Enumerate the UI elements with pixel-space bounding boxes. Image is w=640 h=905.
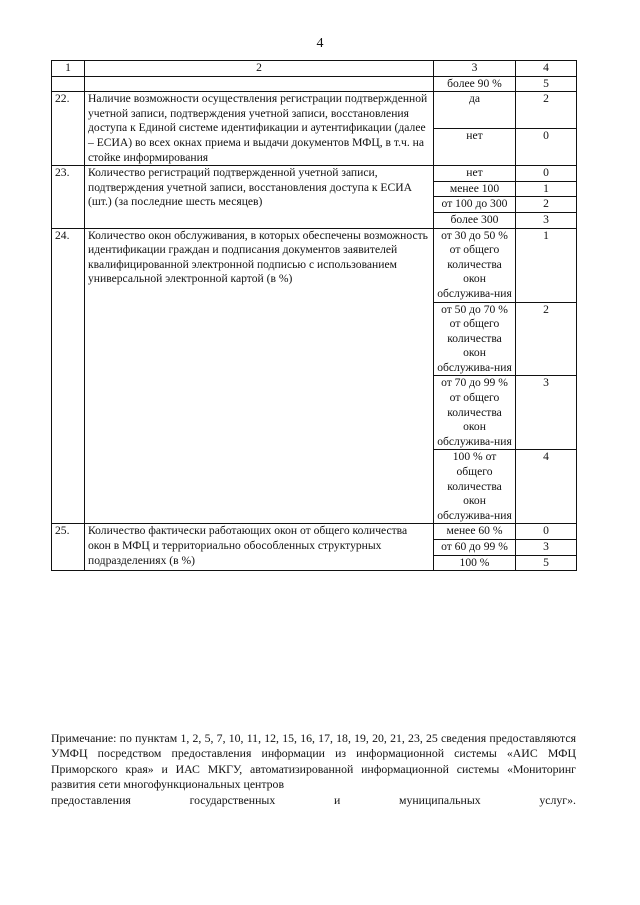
points-cell: 5	[516, 555, 577, 571]
option-cell: от 60 до 99 %	[434, 540, 516, 556]
option-cell: от 30 до 50 % от общего количества окон обслужива-ния	[434, 228, 516, 302]
header-row	[52, 61, 577, 77]
continuation-row	[52, 76, 577, 92]
table-body	[52, 76, 577, 571]
row-description: Количество регистраций подтвержденной учетной записи, подтверждения учетной записи, восстановления доступа к ЕСИА (шт.) (за последние шесть месяцев)	[85, 166, 434, 228]
points-cell: 4	[516, 450, 577, 524]
option-cell: нет	[434, 129, 516, 166]
option-cell: более 90 %	[434, 76, 516, 92]
row-number: 25.	[52, 524, 85, 571]
option-cell: 100 %	[434, 555, 516, 571]
points-cell: 2	[516, 92, 577, 129]
option-cell: 100 % от общего количества окон обслужива-ния	[434, 450, 516, 524]
header-col-1: 1	[52, 61, 85, 77]
criteria-table	[51, 60, 577, 571]
note-body: Примечание: по пунктам 1, 2, 5, 7, 10, 11, 12, 15, 16, 17, 18, 19, 20, 21, 23, 25 сведения предоставляются УМФЦ посредством предоставления информации из информационной системы «АИС МФЦ Приморского края» и ИАС МКГУ, автоматизированной информационной системы «Мониторинг развития сети многофункциональных центров	[51, 731, 576, 792]
points-cell: 0	[516, 129, 577, 166]
points-cell: 5	[516, 76, 577, 92]
points-cell: 2	[516, 302, 577, 376]
points-cell: 2	[516, 197, 577, 213]
option-cell: нет	[434, 166, 516, 182]
row-number: 23.	[52, 166, 85, 228]
option-cell: да	[434, 92, 516, 129]
option-cell: от 100 до 300	[434, 197, 516, 213]
points-cell: 3	[516, 540, 577, 556]
row-description-cell	[85, 76, 434, 92]
page-number: 4	[316, 36, 324, 51]
row-description: Количество фактически работающих окон от общего количества окон в МФЦ и территориально обособленных структурных подразделениях (в %)	[85, 524, 434, 571]
header-col-3: 3	[434, 61, 516, 77]
row-description: Наличие возможности осуществления регистрации подтвержденной учетной записи, подтверждения учетной записи, восстановления доступа к Единой системе идентификации и аутентификации (далее – ЕСИА) во всех окнах приема и выдачи документов МФЦ, в т.ч. на стойке информирования	[85, 92, 434, 166]
option-cell: от 70 до 99 % от общего количества окон обслужива-ния	[434, 376, 516, 450]
points-cell: 3	[516, 212, 577, 228]
row-description: Количество окон обслуживания, в которых обеспечены возможность идентификации граждан и подписания документов заявителей квалифицированной электронной подписью с использованием универсальной электронной картой (в %)	[85, 228, 434, 524]
points-cell: 3	[516, 376, 577, 450]
option-cell: от 50 до 70 % от общего количества окон обслужива-ния	[434, 302, 516, 376]
criteria-row	[52, 228, 577, 302]
criteria-row	[52, 92, 577, 129]
row-number-cell	[52, 76, 85, 92]
criteria-row	[52, 524, 577, 540]
points-cell: 0	[516, 166, 577, 182]
points-cell: 1	[516, 228, 577, 302]
header-col-4: 4	[516, 61, 577, 77]
option-cell: более 300	[434, 212, 516, 228]
row-number: 24.	[52, 228, 85, 524]
option-cell: менее 60 %	[434, 524, 516, 540]
note-last-line: предоставления государственных и муниципальных услуг».	[51, 792, 576, 807]
header-col-2: 2	[85, 61, 434, 77]
option-cell: менее 100	[434, 181, 516, 197]
points-cell: 1	[516, 181, 577, 197]
note	[51, 731, 576, 808]
points-cell: 0	[516, 524, 577, 540]
row-number: 22.	[52, 92, 85, 166]
criteria-row	[52, 166, 577, 182]
